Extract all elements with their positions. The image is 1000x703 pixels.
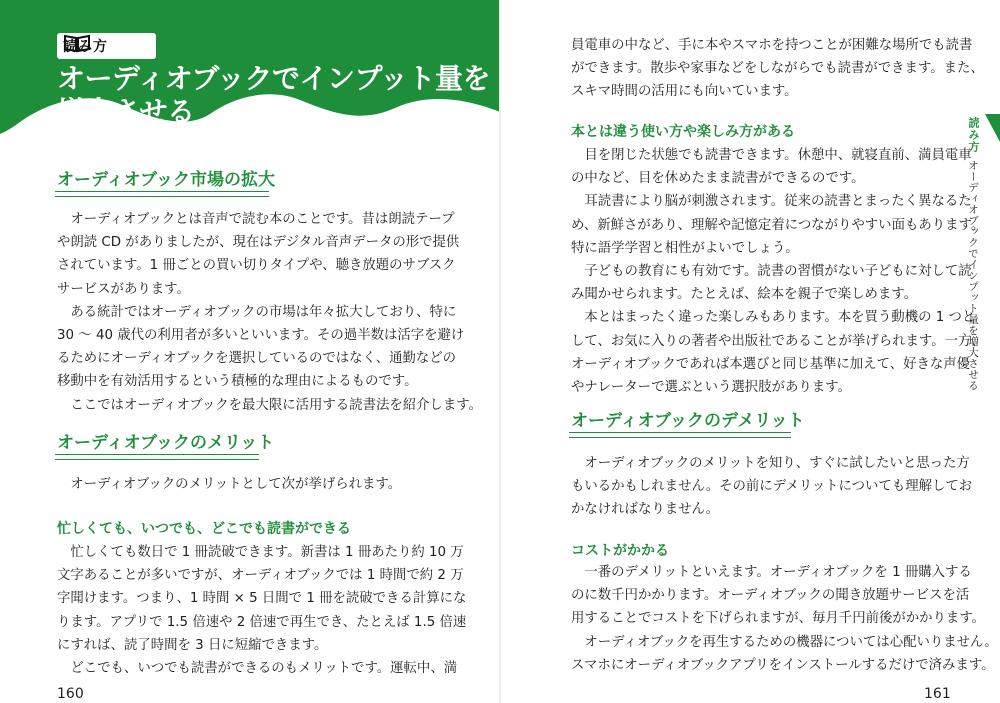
text-line: かなければなりません。 <box>571 502 720 518</box>
badge-label: 読み方 <box>63 39 108 55</box>
text-line: 用することでコストを下げられますが、毎月千円前後がかかります。 <box>571 611 986 627</box>
text-line: 耳読書により脳が刺激されます。従来の読書とまったく異なるた <box>571 194 972 210</box>
text-line: して、お気に入りの著者や出版社であることが挙げられます。一方、 <box>571 333 985 349</box>
right-intro <box>571 34 984 104</box>
text-line: オーディオブックであれば本選びと同じ基準に加えて、好きな声優 <box>571 356 971 372</box>
section-heading-market: オーディオブック市場の拡大 <box>57 170 275 190</box>
text-line: されています。1 冊ごとの買い切りタイプや、聴き放題のサブスク <box>57 258 456 274</box>
text-line: ができます。散歩や家事などをしながらでも読書ができます。また、 <box>571 61 984 77</box>
section-heading-demerits: オーディオブックのデメリット <box>571 411 805 431</box>
text-line: ここではオーディオブックを最大限に活用する読書法を紹介します。 <box>57 397 483 413</box>
title-line-1: オーディオブックでインプット量を <box>57 62 491 95</box>
sub-heading-cost: コストがかかる <box>571 543 669 559</box>
page-title <box>57 62 490 128</box>
text-line: 字聞けます。つまり、1 時間 × 5 日間で 1 冊を読破できる計算にな <box>57 591 467 607</box>
text-line: オーディオブックとは音声で読む本のことです。昔は朗読テープ <box>57 212 455 227</box>
text-line: 本とはまったく違った楽しみもあります。本を買う動機の 1 つと <box>571 310 976 326</box>
text-line: どこでも、いつでも読書ができるのもメリットです。運転中、満 <box>57 661 458 677</box>
text-line: にすれば、読了時間を 3 日に短縮できます。 <box>57 637 328 653</box>
sub1-body <box>571 144 985 399</box>
text-line: や朗読 CD がありましたが、現在はデジタル音声データの形で提供 <box>57 235 460 251</box>
heading-rule <box>569 432 791 438</box>
text-line: の中など、目を休めたまま読書ができるのです。 <box>571 171 865 187</box>
text-line: もいるかもしれません。その前にデメリットについても理解してお <box>571 479 973 495</box>
section-heading-merits: オーディオブックのメリット <box>57 433 275 453</box>
text-line: のに数千円かかります。オーディオブックの聞き放題サービスを活 <box>571 588 970 604</box>
text-line: スキマ時間の活用にも向いています。 <box>571 84 798 100</box>
text-line: るためにオーディオブックを選択しているのではなく、通勤などの <box>57 351 457 367</box>
text-line: 文字あることが多いですが、オーディオブックでは 1 時間で約 2 万 <box>57 568 464 584</box>
text-line: 員電車の中など、手に本やスマホを持つことが困難な場所でも読書 <box>571 38 973 53</box>
text-line: オーディオブックのメリットを知り、すぐに試したいと思った方 <box>571 456 970 471</box>
text-line: スマホにオーディオブックアプリをインストールするだけで済みます。 <box>571 657 995 673</box>
text-line: 特に語学学習と相性がよいでしょう。 <box>571 240 799 256</box>
chapter-header <box>0 0 500 150</box>
text-line: 忙しくても数日で 1 冊読破できます。新書は 1 冊あたり約 10 万 <box>57 545 464 560</box>
sub-heading-different-use: 本とは違う使い方や楽しみ方がある <box>571 124 795 140</box>
page-number-right: 161 <box>924 686 951 702</box>
cost-body <box>571 561 998 677</box>
text-line: サービスがあります。 <box>57 281 190 297</box>
text-line: オーディオブックを再生するための機器については心配いりません。 <box>571 634 998 650</box>
gutter <box>499 0 501 703</box>
page-number-left: 160 <box>57 686 84 702</box>
merits-intro: オーディオブックのメリットとして次が挙げられます。 <box>57 477 402 492</box>
heading-rule <box>55 454 259 460</box>
side-tab-title: オーディオブックでインプット量を増大させる <box>967 160 979 391</box>
text-line: ります。アプリで 1.5 倍速や 2 倍速で再生でき、たとえば 1.5 倍速 <box>57 614 467 630</box>
side-tab-label: 読み方 <box>967 117 980 153</box>
text-line: やナレーターで選ぶという選択肢があります。 <box>571 380 851 396</box>
text-line: 30 〜 40 歳代の利用者が多いといいます。その過半数は活字を避け <box>57 328 465 344</box>
text-line: 移動中を有効活用するという積極的な理由によるものです。 <box>57 374 418 390</box>
sub-heading-anytime: 忙しくても、いつでも、どこでも読書ができる <box>57 521 351 537</box>
text-line: み聞かせられます。たとえば、絵本を親子で楽しめます。 <box>571 287 918 303</box>
text-line: 子どもの教育にも有効です。読書の習慣がない子どもに対して読 <box>571 264 972 280</box>
badge <box>57 33 156 59</box>
text-line: め、新鮮さがあり、理解や記憶定着につながりやすい面もあります。 <box>571 217 985 233</box>
text-line: 目を閉じた状態でも読書できます。休憩中、就寝直前、満員電車 <box>571 148 972 163</box>
section2-body <box>57 541 466 680</box>
heading-rule <box>55 191 269 197</box>
open-book-icon <box>63 33 91 53</box>
section1-body <box>57 208 482 417</box>
section3-body <box>571 452 972 522</box>
text-line: ある統計ではオーディオブックの市場は年々拡大しており、特に <box>57 304 457 320</box>
title-line-2: 増大させる <box>57 95 195 128</box>
text-line: 一番のデメリットといえます。オーディオブックを 1 冊購入する <box>571 565 972 580</box>
